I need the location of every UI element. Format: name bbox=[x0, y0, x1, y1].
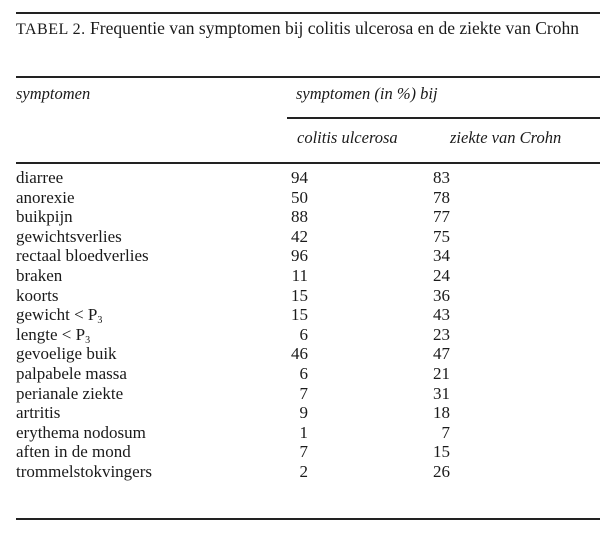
crohn-value: 34 bbox=[433, 246, 450, 266]
column-header-symptomen: symptomen bbox=[16, 84, 91, 103]
group-header-rule bbox=[287, 117, 600, 119]
crohn-value: 18 bbox=[433, 403, 450, 423]
colitis-ulcerosa-value: 15 bbox=[291, 305, 308, 325]
crohn-value: 24 bbox=[433, 265, 450, 285]
column-group-header: symptomen (in %) bij bbox=[296, 84, 438, 103]
crohn-value: 43 bbox=[433, 305, 450, 325]
symptom-name bbox=[16, 344, 117, 364]
percentile-subscript: 3 bbox=[85, 334, 91, 346]
colitis-ulcerosa-value: 1 bbox=[299, 422, 308, 442]
colitis-ulcerosa-value: 96 bbox=[291, 246, 308, 266]
symptom-name bbox=[16, 286, 59, 306]
top-rule bbox=[16, 12, 600, 14]
symptom-label: lengte < P bbox=[16, 324, 86, 344]
symptom-label: palpabele massa bbox=[16, 363, 127, 383]
crohn-value: 23 bbox=[433, 324, 450, 344]
colitis-ulcerosa-value: 15 bbox=[291, 285, 308, 305]
colitis-ulcerosa-value: 88 bbox=[291, 207, 308, 227]
symptom-name bbox=[16, 384, 123, 404]
crohn-value: 77 bbox=[433, 207, 450, 227]
table-caption bbox=[16, 17, 600, 41]
symptom-label: buikpijn bbox=[16, 207, 73, 227]
symptom-label: rectaal bloedverlies bbox=[16, 246, 149, 266]
colitis-ulcerosa-value: 50 bbox=[291, 187, 308, 207]
crohn-value: 21 bbox=[433, 363, 450, 383]
symptom-name bbox=[16, 423, 146, 443]
symptom-name bbox=[16, 266, 62, 286]
table-row bbox=[16, 227, 600, 247]
symptom-label: artritis bbox=[16, 403, 61, 423]
symptom-name bbox=[16, 462, 152, 482]
colitis-ulcerosa-value: 94 bbox=[291, 168, 308, 187]
table-row bbox=[16, 423, 600, 443]
table-row bbox=[16, 188, 600, 208]
colitis-ulcerosa-value: 7 bbox=[299, 442, 308, 462]
caption-label: TABEL 2. bbox=[16, 21, 86, 38]
percentile-subscript: 3 bbox=[97, 315, 103, 327]
symptom-name bbox=[16, 442, 131, 462]
symptom-name bbox=[16, 207, 73, 227]
colitis-ulcerosa-value: 2 bbox=[299, 461, 308, 481]
table-row bbox=[16, 403, 600, 423]
symptom-label: gevoelige buik bbox=[16, 344, 117, 364]
colitis-ulcerosa-value: 7 bbox=[299, 383, 308, 403]
symptom-label: koorts bbox=[16, 285, 59, 305]
colitis-ulcerosa-value: 11 bbox=[291, 265, 308, 285]
symptom-label: braken bbox=[16, 265, 63, 285]
caption-text: Frequentie van symptomen bij colitis ulcerosa en de ziekte van Crohn bbox=[85, 18, 579, 38]
crohn-value: 36 bbox=[433, 285, 450, 305]
colitis-ulcerosa-value: 6 bbox=[299, 324, 308, 344]
header-top-rule bbox=[16, 76, 600, 78]
colitis-ulcerosa-value: 46 bbox=[291, 344, 308, 364]
symptom-name bbox=[16, 168, 63, 188]
table-row bbox=[16, 344, 600, 364]
table-row bbox=[16, 442, 600, 462]
symptom-name bbox=[16, 227, 122, 247]
symptom-label: perianale ziekte bbox=[16, 383, 124, 403]
symptom-label: aften in de mond bbox=[16, 442, 131, 462]
table-row bbox=[16, 286, 600, 306]
symptom-label: trommelstokvingers bbox=[16, 461, 152, 481]
symptom-label: anorexie bbox=[16, 187, 75, 207]
symptom-label: gewicht < P bbox=[16, 305, 98, 325]
crohn-value: 7 bbox=[441, 422, 450, 442]
table-row bbox=[16, 168, 600, 188]
table-row bbox=[16, 384, 600, 404]
column-header-ziekte-van-crohn: ziekte van Crohn bbox=[450, 128, 562, 147]
colitis-ulcerosa-value: 42 bbox=[291, 226, 308, 246]
table-row bbox=[16, 462, 600, 482]
table-row bbox=[16, 364, 600, 384]
crohn-value: 83 bbox=[433, 168, 450, 187]
crohn-value: 75 bbox=[433, 226, 450, 246]
table-row bbox=[16, 325, 600, 345]
symptom-name bbox=[16, 403, 60, 423]
table-body bbox=[16, 168, 600, 482]
colitis-ulcerosa-value: 9 bbox=[299, 403, 308, 423]
column-header-colitis-ulcerosa: colitis ulcerosa bbox=[297, 128, 398, 147]
symptom-label: erythema nodosum bbox=[16, 422, 146, 442]
crohn-value: 15 bbox=[433, 442, 450, 462]
symptom-name bbox=[16, 364, 127, 384]
symptom-label: gewichtsverlies bbox=[16, 226, 122, 246]
header-bottom-rule bbox=[16, 162, 600, 164]
table-row bbox=[16, 266, 600, 286]
crohn-value: 47 bbox=[433, 344, 450, 364]
crohn-value: 78 bbox=[433, 187, 450, 207]
bottom-rule bbox=[16, 518, 600, 520]
table-row bbox=[16, 207, 600, 227]
symptom-label: diarree bbox=[16, 168, 64, 187]
crohn-value: 26 bbox=[433, 461, 450, 481]
crohn-value: 31 bbox=[433, 383, 450, 403]
symptom-name bbox=[16, 188, 75, 208]
colitis-ulcerosa-value: 6 bbox=[299, 363, 308, 383]
symptom-name bbox=[16, 246, 149, 266]
table-row bbox=[16, 305, 600, 325]
table-row bbox=[16, 246, 600, 266]
